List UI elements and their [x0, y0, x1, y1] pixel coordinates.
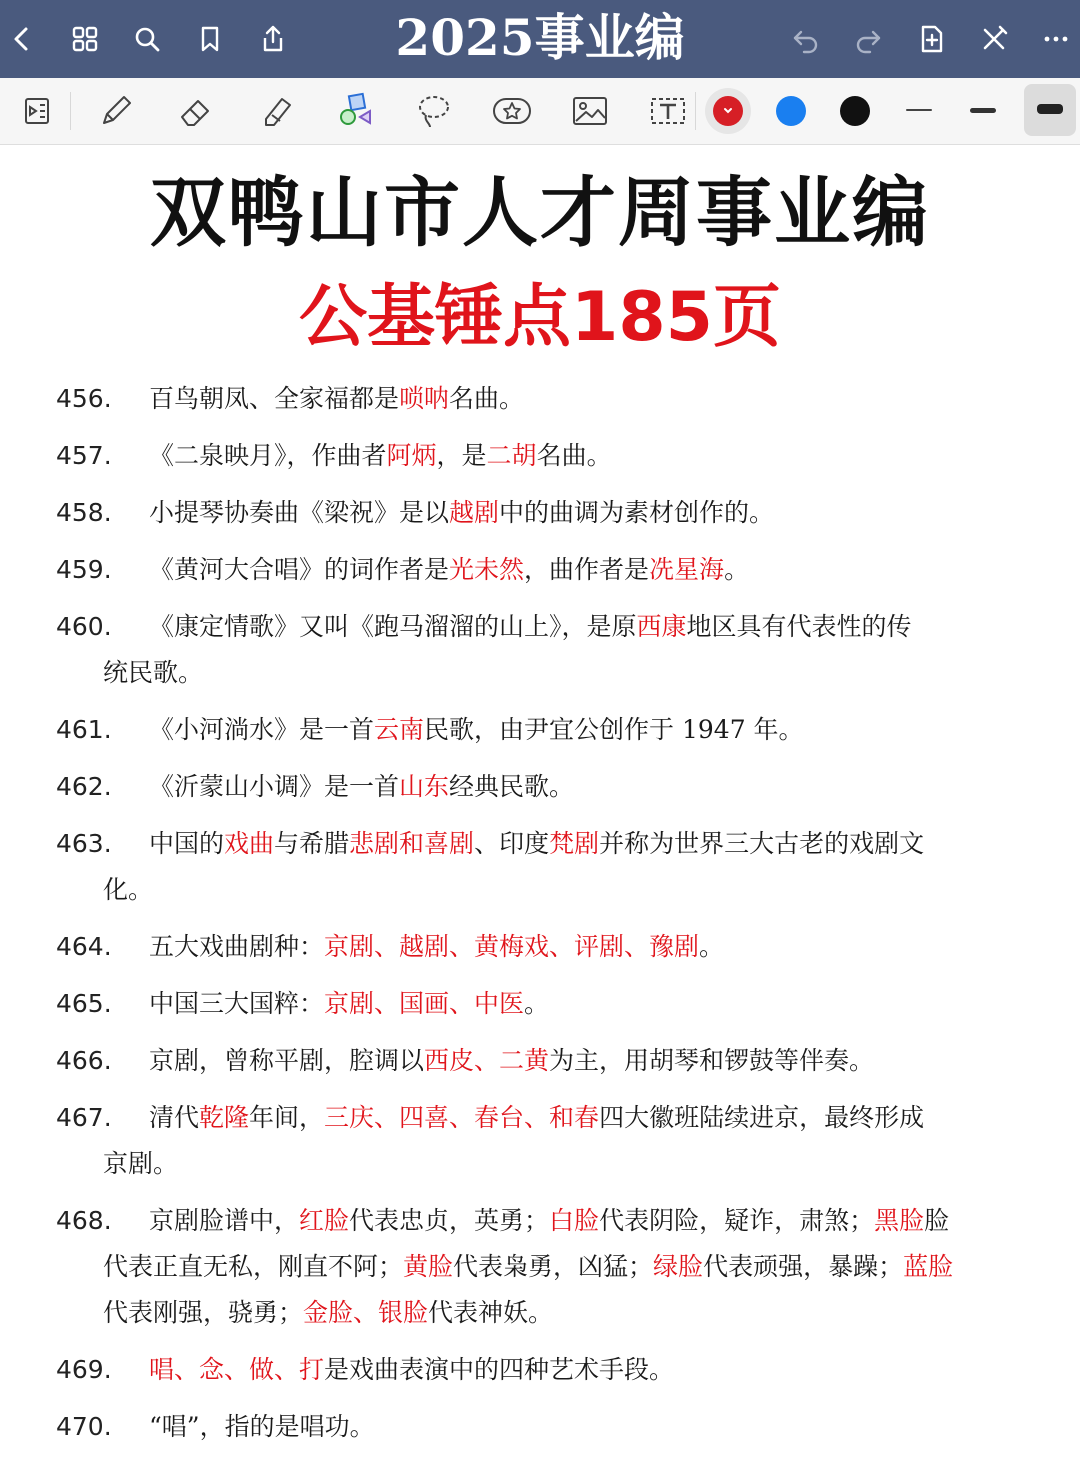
undo-icon	[790, 23, 822, 55]
item-text-line	[149, 490, 1016, 536]
highlighted-term: 蓝脸	[903, 1252, 954, 1281]
item-number: 464.	[56, 932, 112, 961]
item-text: 经典民歌。	[449, 772, 575, 801]
item-number: 470.	[56, 1412, 112, 1441]
item-number: 456.	[56, 384, 112, 413]
item-text-line	[149, 981, 1016, 1027]
color-black-swatch[interactable]	[840, 96, 870, 126]
eraser-icon	[174, 89, 218, 133]
highlighted-term: 白脸	[549, 1206, 600, 1235]
back-button[interactable]	[2, 19, 42, 59]
item-text-line	[149, 1347, 1016, 1393]
text-tool[interactable]	[644, 87, 692, 135]
tools-cross-icon	[978, 23, 1010, 55]
item-text: 代表刚强，骁勇；	[103, 1298, 304, 1327]
pen-tool[interactable]	[92, 87, 140, 135]
list-item	[56, 376, 1016, 422]
share-button[interactable]	[253, 19, 293, 59]
shapes-tool[interactable]	[332, 87, 380, 135]
item-text: 与希腊	[274, 829, 350, 858]
more-icon	[1040, 23, 1072, 55]
item-text-line	[149, 764, 1016, 810]
list-item	[56, 490, 1016, 536]
item-text: 年间，	[249, 1103, 325, 1132]
lasso-icon	[412, 89, 456, 133]
highlighted-term: 京剧、国画、中医	[324, 989, 525, 1018]
highlighted-term: 阿炳	[386, 441, 437, 470]
highlighted-term: 二胡	[486, 441, 537, 470]
item-text: 《二泉映月》，作曲者	[149, 441, 387, 470]
item-text-line	[149, 433, 1016, 479]
highlighted-term: 金脸、银脸	[303, 1298, 429, 1327]
item-text-line	[149, 604, 1016, 650]
highlighted-term: 山东	[399, 772, 450, 801]
item-text-line	[149, 1038, 1016, 1084]
lasso-tool[interactable]	[410, 87, 458, 135]
highlighted-term: 西康	[636, 612, 687, 641]
highlighted-term: 梵剧	[549, 829, 600, 858]
item-text-line	[103, 1244, 1016, 1290]
highlighted-term: 唱、念、做、打	[149, 1355, 325, 1384]
image-icon	[568, 89, 612, 133]
toolbar-divider	[695, 92, 696, 130]
item-text-line	[149, 1404, 1016, 1450]
page-heading: 双鸭山市人才周事业编	[150, 168, 930, 257]
redo-button[interactable]	[848, 19, 888, 59]
item-text-line	[103, 1290, 1016, 1336]
highlighted-term: 光未然	[449, 555, 525, 584]
highlighted-term: 越剧	[449, 498, 500, 527]
highlighted-term: 三庆、四喜、春台、和春	[324, 1103, 600, 1132]
list-item	[56, 924, 1016, 970]
item-number: 463.	[56, 829, 112, 858]
question-list	[56, 376, 1016, 1461]
add-page-icon	[916, 23, 948, 55]
item-text: 统民歌。	[103, 658, 204, 687]
image-tool[interactable]	[566, 87, 614, 135]
list-item	[56, 547, 1016, 593]
highlighted-term: 西皮、二黄	[424, 1046, 550, 1075]
item-text: 。	[699, 932, 725, 961]
item-text: 脸	[924, 1206, 950, 1235]
stroke-medium-option[interactable]	[960, 87, 1008, 135]
item-number: 465.	[56, 989, 112, 1018]
item-text: 代表忠贞，英勇；	[349, 1206, 550, 1235]
item-number: 459.	[56, 555, 112, 584]
list-item	[56, 764, 1016, 810]
item-text: 、印度	[474, 829, 550, 858]
item-text-line	[103, 867, 1016, 913]
item-text: 京剧。	[103, 1149, 179, 1178]
read-mode-icon	[16, 89, 60, 133]
item-text: 代表正直无私，刚直不阿；	[103, 1252, 404, 1281]
highlighted-term: 红脸	[299, 1206, 350, 1235]
item-text-line	[149, 1095, 1016, 1141]
page-subheading: 公基锤点185页	[299, 278, 781, 357]
color-blue-swatch[interactable]	[776, 96, 806, 126]
thumbnails-button[interactable]	[65, 19, 105, 59]
item-text: 《小河淌水》是一首	[149, 715, 375, 744]
item-text: 并称为世界三大古老的戏剧文	[599, 829, 925, 858]
item-text: 中国三大国粹：	[149, 989, 325, 1018]
list-item	[56, 707, 1016, 753]
highlighted-term: 京剧、越剧、黄梅戏、评剧、豫剧	[324, 932, 700, 961]
list-item	[56, 1404, 1016, 1450]
share-icon	[257, 23, 289, 55]
toolbar-divider	[70, 92, 71, 130]
item-text-line	[149, 707, 1016, 753]
item-text: 五大戏曲剧种：	[149, 932, 325, 961]
chevron-left-icon	[6, 23, 38, 55]
list-item	[56, 604, 1016, 696]
highlighted-term: 黑脸	[874, 1206, 925, 1235]
item-text-line	[103, 650, 1016, 696]
stroke-thin-option[interactable]	[896, 87, 944, 135]
item-text-line	[149, 924, 1016, 970]
item-number: 460.	[56, 612, 112, 641]
item-number: 466.	[56, 1046, 112, 1075]
item-text-line	[149, 821, 1016, 867]
item-text: 名曲。	[449, 384, 525, 413]
item-text: ，指的是唱功。	[199, 1412, 375, 1441]
item-text-line	[149, 547, 1016, 593]
item-text: 京剧脸谱中，	[149, 1206, 300, 1235]
list-item	[56, 1038, 1016, 1084]
item-text: 为主，用胡琴和锣鼓等伴奏。	[549, 1046, 875, 1075]
sticker-tool[interactable]	[488, 87, 536, 135]
stroke-medium-icon	[970, 108, 996, 113]
bookmark-button[interactable]	[190, 19, 230, 59]
item-text: 《黄河大合唱》的词作者是	[149, 555, 450, 584]
list-item	[56, 1198, 1016, 1336]
read-mode-tool[interactable]	[14, 87, 62, 135]
highlighted-term: 云南	[374, 715, 425, 744]
sticker-star-icon	[490, 89, 534, 133]
item-text: ，是	[436, 441, 487, 470]
add-page-button[interactable]	[912, 19, 952, 59]
item-text: 代表顽强，暴躁；	[703, 1252, 904, 1281]
shapes-icon	[334, 89, 378, 133]
annotation-toolbar	[0, 78, 1080, 145]
stroke-thick-icon	[1037, 104, 1063, 114]
stroke-thick-option[interactable]	[1024, 84, 1076, 136]
list-item	[56, 821, 1016, 913]
item-number: 462.	[56, 772, 112, 801]
highlighted-term: 悲剧和喜剧	[349, 829, 475, 858]
highlighter-icon	[254, 89, 298, 133]
highlighter-tool[interactable]	[252, 87, 300, 135]
bookmark-icon	[194, 23, 226, 55]
item-text: 四大徽班陆续进京，最终形成	[599, 1103, 925, 1132]
item-number: 469.	[56, 1355, 112, 1384]
item-text: 民歌，由尹宜公创作于 1947 年。	[424, 715, 804, 744]
highlighted-term: 绿脸	[653, 1252, 704, 1281]
item-text: 代表神妖。	[428, 1298, 554, 1327]
search-icon	[131, 23, 163, 55]
item-number: 461.	[56, 715, 112, 744]
pen-icon	[94, 89, 138, 133]
item-text: 中的曲调为素材创作的。	[499, 498, 775, 527]
item-text: 化。	[103, 875, 154, 904]
chevron-down-icon	[713, 96, 743, 126]
item-number: 467.	[56, 1103, 112, 1132]
item-text: 地区具有代表性的传	[686, 612, 912, 641]
item-text: 是戏曲表演中的四种艺术手段。	[324, 1355, 675, 1384]
item-number: 458.	[56, 498, 112, 527]
item-text-line	[149, 376, 1016, 422]
highlighted-term: 乾隆	[199, 1103, 250, 1132]
item-text: “唱”	[149, 1412, 200, 1441]
highlighted-term: 冼星海	[649, 555, 725, 584]
color-red-swatch[interactable]	[713, 96, 743, 126]
list-item	[56, 981, 1016, 1027]
redo-icon	[852, 23, 884, 55]
item-text: 代表阴险，疑诈，肃煞；	[599, 1206, 875, 1235]
text-box-icon	[646, 89, 690, 133]
item-text: 。	[724, 555, 750, 584]
item-text: 百鸟朝凤、全家福都是	[149, 384, 400, 413]
item-text: 代表枭勇，凶猛；	[453, 1252, 654, 1281]
highlighted-term: 戏曲	[224, 829, 275, 858]
search-button[interactable]	[127, 19, 167, 59]
item-text-line	[149, 1198, 1016, 1244]
item-text: 名曲。	[536, 441, 612, 470]
list-item	[56, 1347, 1016, 1393]
item-text: 《康定情歌》又叫《跑马溜溜的山上》，是原	[149, 612, 637, 641]
highlighted-term: 唢呐	[399, 384, 450, 413]
top-nav-bar	[0, 0, 1080, 78]
item-number: 457.	[56, 441, 112, 470]
eraser-tool[interactable]	[172, 87, 220, 135]
item-text: 。	[524, 989, 550, 1018]
grid-icon	[69, 23, 101, 55]
item-text: 小提琴协奏曲《梁祝》是以	[149, 498, 450, 527]
stroke-thin-icon	[906, 109, 932, 111]
item-text: 清代	[149, 1103, 200, 1132]
item-text: 中国的	[149, 829, 225, 858]
item-number: 468.	[56, 1206, 112, 1235]
list-item	[56, 433, 1016, 479]
tools-button[interactable]	[974, 19, 1014, 59]
item-text-line	[103, 1141, 1016, 1187]
item-text: ，曲作者是	[524, 555, 650, 584]
highlighted-term: 黄脸	[403, 1252, 454, 1281]
item-text: 京剧，曾称平剧，腔调以	[149, 1046, 425, 1075]
more-button[interactable]	[1036, 19, 1076, 59]
document-title: 2025事业编	[395, 8, 685, 67]
undo-button[interactable]	[786, 19, 826, 59]
list-item	[56, 1095, 1016, 1187]
item-text: 《沂蒙山小调》是一首	[149, 772, 400, 801]
